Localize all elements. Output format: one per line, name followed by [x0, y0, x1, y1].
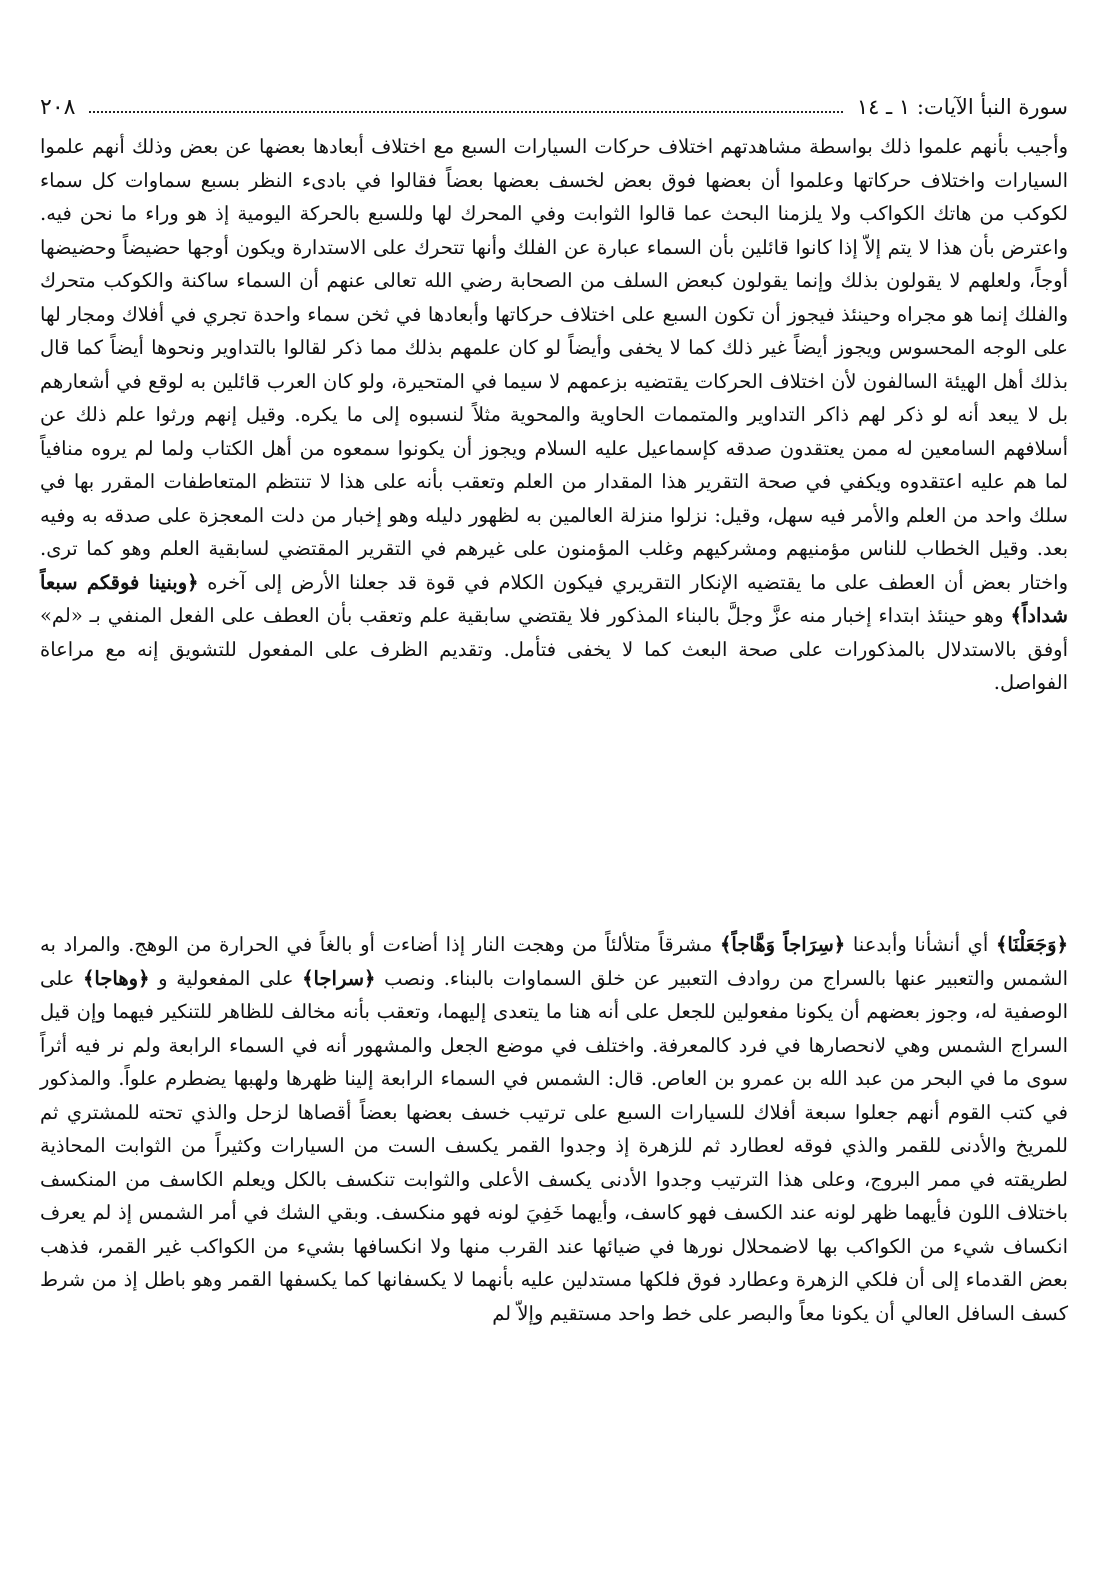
- leader-dots: [89, 111, 842, 113]
- paragraph-2-text-3: على المفعولية و: [149, 966, 303, 990]
- running-header: [40, 90, 1068, 124]
- paragraph-2-text-1: أي أنشأنا وأبدعنا: [845, 933, 996, 956]
- book-page: [40, 0, 1068, 1571]
- paragraph-2-text-4: على الوصفية له، وجوز بعضهم أن يكونا مفعولين للجعل على أنه هنا ما يتعدى إليهما، وتعقب بأنه مخالف للظاهر للتنكير فيهما وإن قيل السراج الشمس وهي لانحصارها في فرد كالمعرفة. واختلف في موضع الجعل والمشهور أنه في السماء الرابعة ولم نر فيه أثراً سوى ما في البحر من عبد الله بن عمرو بن العاص. قال: الشمس في السماء الرابعة إلينا ظهرها ولهبها يضطرم علواً. والمذكور في كتب القوم أنهم جعلوا سبعة أفلاك للسيارات السبع على ترتيب خسف بعضها بعضاً أقصاها لزحل والذي تحته للمشتري ثم للمريخ والأدنى للقمر والذي فوقه لعطارد ثم للزهرة إذ وجدوا القمر يكسف الست من السيارات وكثيراً من الثوابت المحاذية لطريقته في ممر البروج، وعلى هذا الترتيب وجدوا الأدنى يكسف الأعلى والثوابت تنكسف بالكل ويعلم الكاسف من المنكسف باختلاف اللون فأيهما ظهر لونه عند الكسف فهو كاسف، وأيهما خَفِيَ لونه فهو منكسف. وبقي الشك في أمر الشمس إذ لم يعرف انكساف شيء من الكواكب بها لاضمحلال نورها في ضيائها عند القرب منها ولا انكسافها بشيء من الكواكب غير القمر، فذهب بعض القدماء إلى أن فلكي الزهرة وعطارد فوق فلكها مستدلين عليه بأنهما لا يكسفانها كما يكسفها القمر وهو باطل إذ من شرط كسف السافل العالي أن يكونا معاً والبصر على خط واحد مستقيم وإلاّ لم: [40, 966, 1068, 1325]
- paragraph-1-text: وأجيب بأنهم علموا ذلك بواسطة مشاهدتهم اختلاف حركات السيارات السبع مع اختلاف أبعادها بعضها عن بعض وذلك أنهم علموا السيارات واختلاف حركاتها وعلموا أن بعضها فوق بعض لخسف بعضها بعضاً فقالوا في بادىء النظر بسبع سماوات كل سماء لكوكب من هاتك الكواكب ولا يلزمنا البحث عما قالوا الثوابت وفي المحرك لها وللسبع بالحركة اليومية إذ هو وراء ما نحن فيه. واعترض بأن هذا لا يتم إلاّ إذا كانوا قائلين بأن السماء عبارة عن الفلك وأنها تتحرك على الاستدارة ويكون أوجها حضيضاً وحضيضها أوجاً، ولعلهم لا يقولون بذلك وإنما يقولون كبعض السلف من الصحابة رضي الله تعالى عنهم أن السماء ساكنة والكوكب متحرك والفلك إنما هو مجراه وحينئذ فيجوز أن تكون السبع على اختلاف حركاتها وأبعادها في ثخن سماء واحدة تجري في أفلاك ومجار لها على الوجه المحسوس ويجوز أيضاً غير ذلك كما لا يخفى وأيضاً لو كان علمهم بذلك مما ذكر لقالوا بالتداوير ونحوها أيضاً كما قال بذلك أهل الهيئة السالفون لأن اختلاف الحركات يقتضيه بزعمهم لا سيما في المتحيرة، ولو كان العرب قائلين به لوقع في أشعارهم بل لا يبعد أنه لو ذكر لهم ذاكر التداوير والمتممات الحاوية والمحوية مثلاً لنسبوه إلى ما يكره. وقيل إنهم ورثوا علم ذلك عن أسلافهم السامعين له ممن يعتقدون صدقه كإسماعيل عليه السلام ويجوز أن يكونوا سمعوه من أهل الكتاب ولما لم يروه منافياً لما هم عليه اعتقدوه ويكفي في صحة التقرير هذا المقدار من العلم وتعقب بأنه على هذا لا تنتظم المتعاطفات المقرر بها في سلك واحد من العلم والأمر فيه سهل، وقيل: نزلوا منزلة العالمين به لظهور دليله وهو إخبار من دلت المعجزة على صدقه به وفيه بعد. وقيل الخطاب للناس مؤمنيهم ومشركيهم وغلب المؤمنون على غيرهم في التقرير المقتضي لسابقية العلم وهو كما ترى. واختار بعض أن العطف على ما يقتضيه الإنكار التقريري فيكون الكلام في قوة قد جعلنا الأرض إلى آخره: [40, 135, 1069, 594]
- quran-verse-1: ﴿وَجَعَلْنَا﴾: [996, 933, 1069, 956]
- paragraph-1-text-after: وهو حينئذ ابتداء إخبار منه عزَّ وجلَّ بالبناء المذكور فلا يقتضي سابقية علم وتعقب بأن العطف على الفعل المنفي بـ «لم» أوفق بالاستدلال بالمذكورات على صحة البعث كما لا يخفى فتأمل. وتقديم الظرف على المفعول للتشويق إنه مع مراعاة الفواصل.: [40, 604, 1068, 694]
- quran-verse-4: ﴿وهاجا﴾: [83, 966, 150, 990]
- paragraph-2-text-2: مشرقاً متلألئاً من وهجت النار إذا أضاءت أو بالغاً في الحرارة من الوهج. والمراد به الشمس والتعبير عنها بالسراج من روادف التعبير عن خلق السماوات بالبناء. ونصب: [40, 933, 1068, 990]
- surah-title: سورة النبأ الآيات: ١ ـ ١٤: [856, 95, 1068, 119]
- quran-verse-3: ﴿سراجا﴾: [302, 966, 376, 990]
- quran-verse-2: ﴿سِرَاجاً وَهَّاجاً﴾: [719, 933, 846, 956]
- page-number: ٢٠٨: [40, 94, 76, 120]
- paragraph-1: [40, 130, 1068, 700]
- paragraph-2: [40, 928, 1068, 1330]
- quran-verse: ﴿وبنينا فوقكم سبعاً شداداً﴾: [40, 570, 1068, 627]
